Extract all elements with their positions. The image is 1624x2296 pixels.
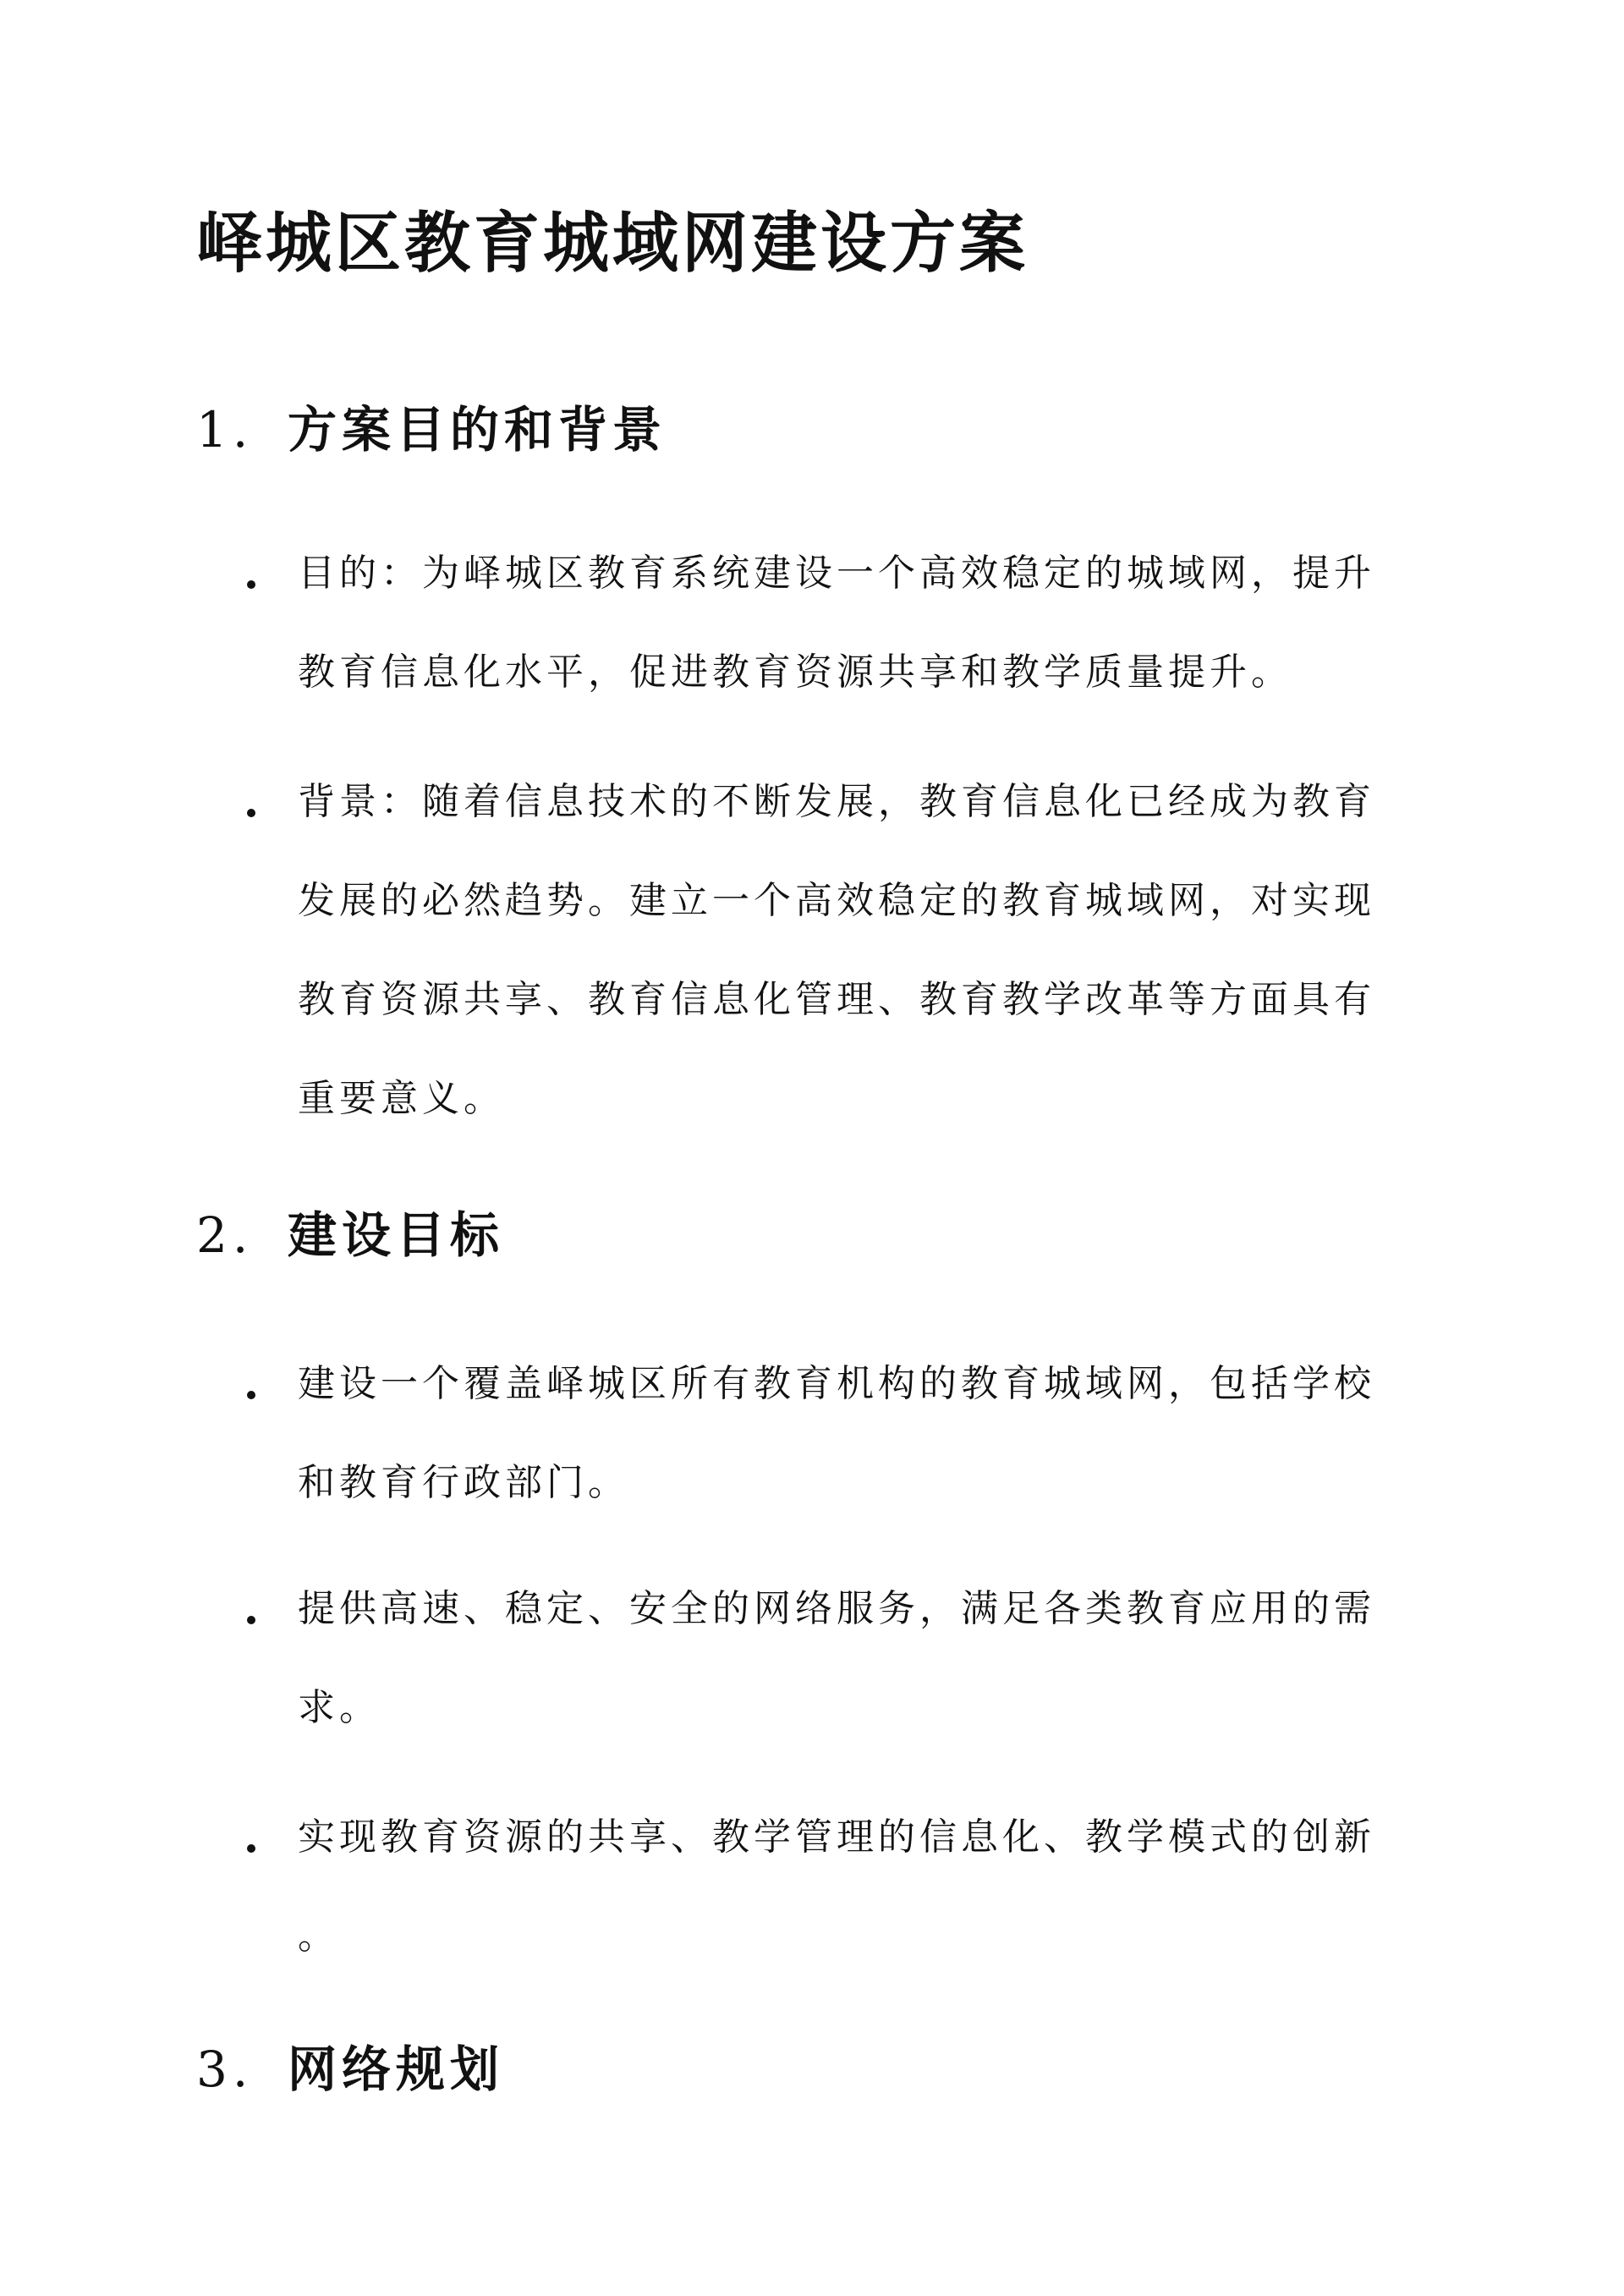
section-title: 方案目的和背景 [288, 401, 667, 459]
section-heading-2 [196, 1201, 504, 1269]
bullet-dot-icon [247, 1844, 255, 1853]
bullet-dot-icon [247, 809, 255, 817]
list-item-line: 实现教育资源的共享、教学管理的信息化、教学模式的创新 [298, 1815, 1375, 1859]
list-item-line: 和教育行政部门。 [298, 1461, 629, 1504]
document-title: 峄城区教育城域网建设方案 [196, 205, 1029, 282]
section-title: 建设目标 [288, 1206, 505, 1264]
section-number: 1. [196, 401, 254, 459]
list-item-line: 求。 [298, 1686, 381, 1729]
list-item-line: 背景：随着信息技术的不断发展，教育信息化已经成为教育 [298, 780, 1375, 823]
section-heading-1 [196, 396, 667, 464]
list-item-line: 发展的必然趋势。建立一个高效稳定的教育城域网，对实现 [298, 879, 1375, 922]
bullet-dot-icon [247, 1616, 255, 1624]
list-item-line: 。 [298, 1914, 339, 1958]
list-item-line: 教育资源共享、教育信息化管理、教育教学改革等方面具有 [298, 978, 1375, 1021]
section-heading-3 [196, 2035, 504, 2103]
list-item-line: 建设一个覆盖峄城区所有教育机构的教育城域网，包括学校 [298, 1362, 1375, 1405]
bullet-dot-icon [247, 1391, 255, 1399]
list-item-line: 提供高速、稳定、安全的网络服务，满足各类教育应用的需 [298, 1587, 1375, 1630]
section-number: 2. [196, 1206, 254, 1264]
list-item-line: 重要意义。 [298, 1077, 505, 1120]
section-title: 网络规划 [288, 2041, 505, 2098]
bullet-dot-icon [247, 580, 255, 589]
list-item-line: 教育信息化水平，促进教育资源共享和教学质量提升。 [298, 651, 1292, 694]
section-number: 3. [196, 2041, 254, 2098]
list-item-line: 目的：为峄城区教育系统建设一个高效稳定的城域网，提升 [298, 552, 1375, 595]
